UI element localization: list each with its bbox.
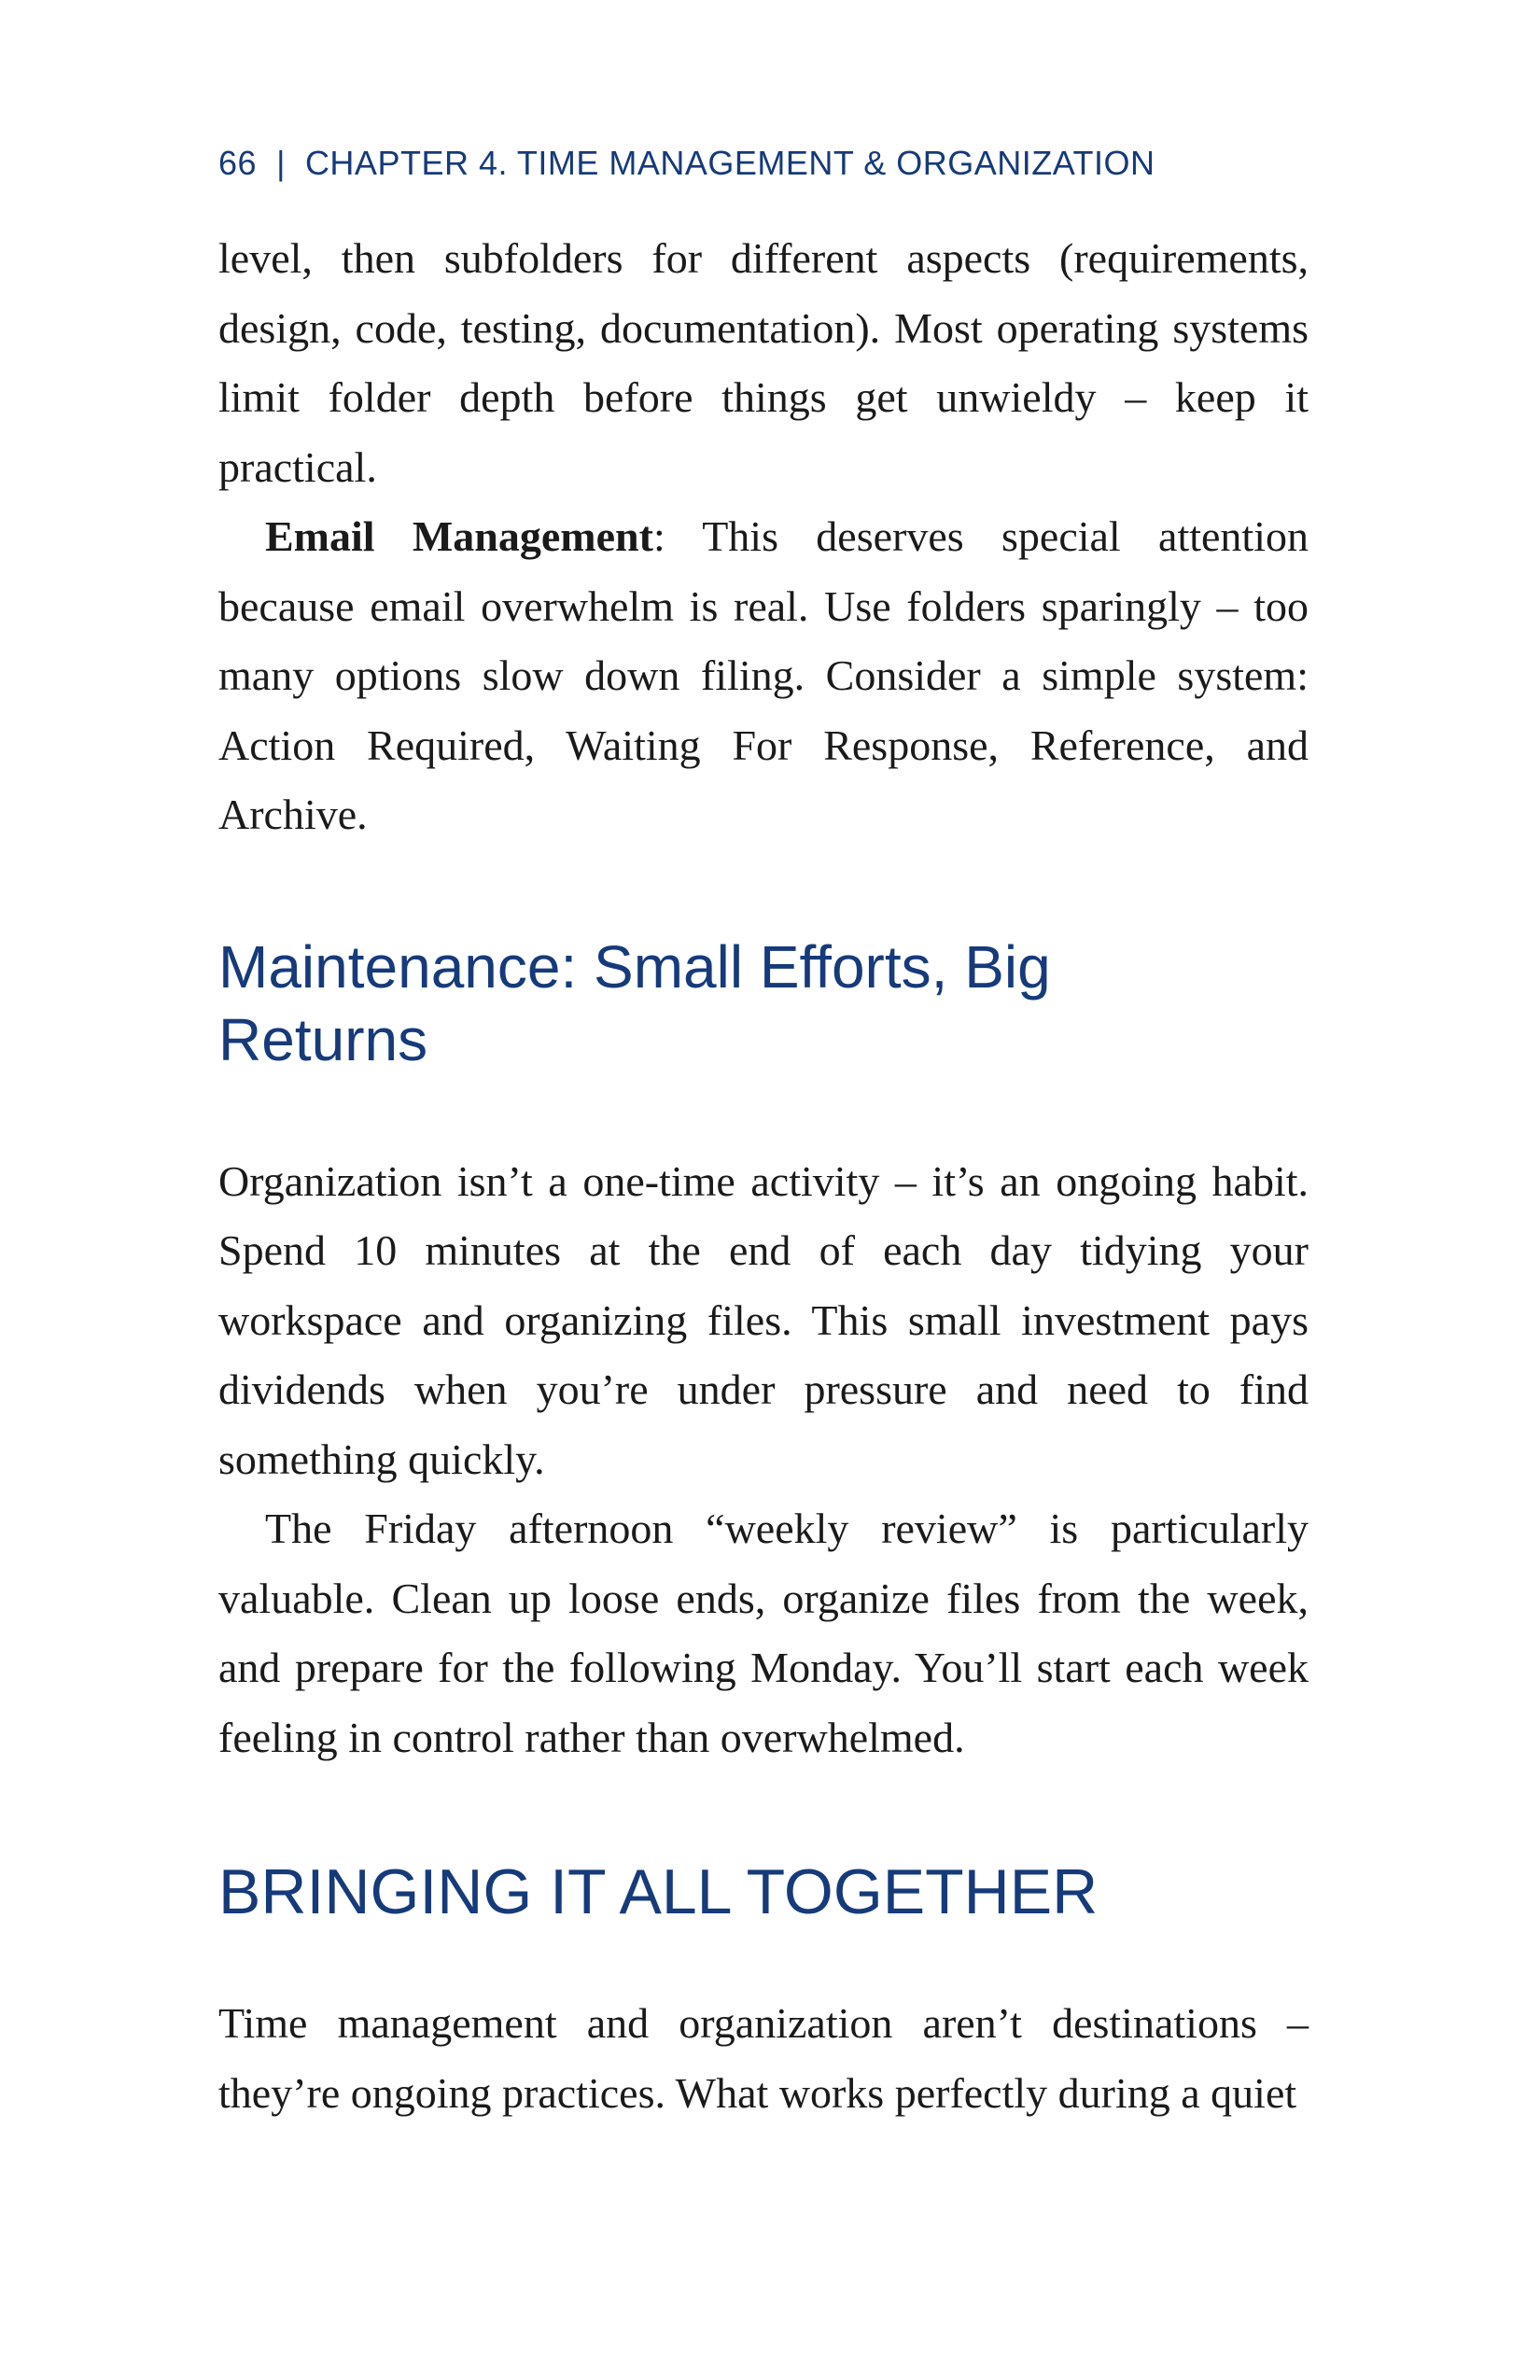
page-body [218,224,1309,2128]
running-head [218,144,1155,183]
paragraph-email-text: : This deserves special attention because email overwhelm is real. Use folders sparingly – too many options slow down filing. Consider a simple system: Action Required, Waiting For Response, Reference, and Archive. [218,512,1309,838]
paragraph-maintenance: Organization isn’t a one-time activity – it’s an ongoing habit. Spend 10 minutes at the end of each day tidying your workspace and organizing files. This small investment pays dividends when you’re under pressure and need to find something quickly. [218,1156,1309,1483]
paragraph-folders: level, then subfolders for different aspects (requirements, design, code, testing, documentation). Most operating systems limit folder depth before things get unwieldy – keep it practical. [218,234,1309,491]
chapter-title: CHAPTER 4. TIME MANAGEMENT & ORGANIZATION [304,144,1155,182]
running-head-separator: | [276,144,286,182]
section-heading-maintenance: Maintenance: Small Efforts, Big Returns [218,932,1051,1073]
page-number: 66 [218,144,258,182]
paragraph-weekly-review: The Friday afternoon “weekly review” is particularly valuable. Clean up loose ends, organize files from the week, and prepare for the following Monday. You’ll start each week feeling in control rather than overwhelmed. [218,1505,1309,1761]
paragraph-bringing-together: Time management and organization aren’t destinations – they’re ongoing practices. What works perfectly during a quiet [218,1999,1309,2117]
paragraph-email-management [218,502,1309,850]
term-email-management: Email Management [265,512,653,560]
section-heading-bringing-together: BRINGING IT ALL TOGETHER [218,1856,1099,1927]
